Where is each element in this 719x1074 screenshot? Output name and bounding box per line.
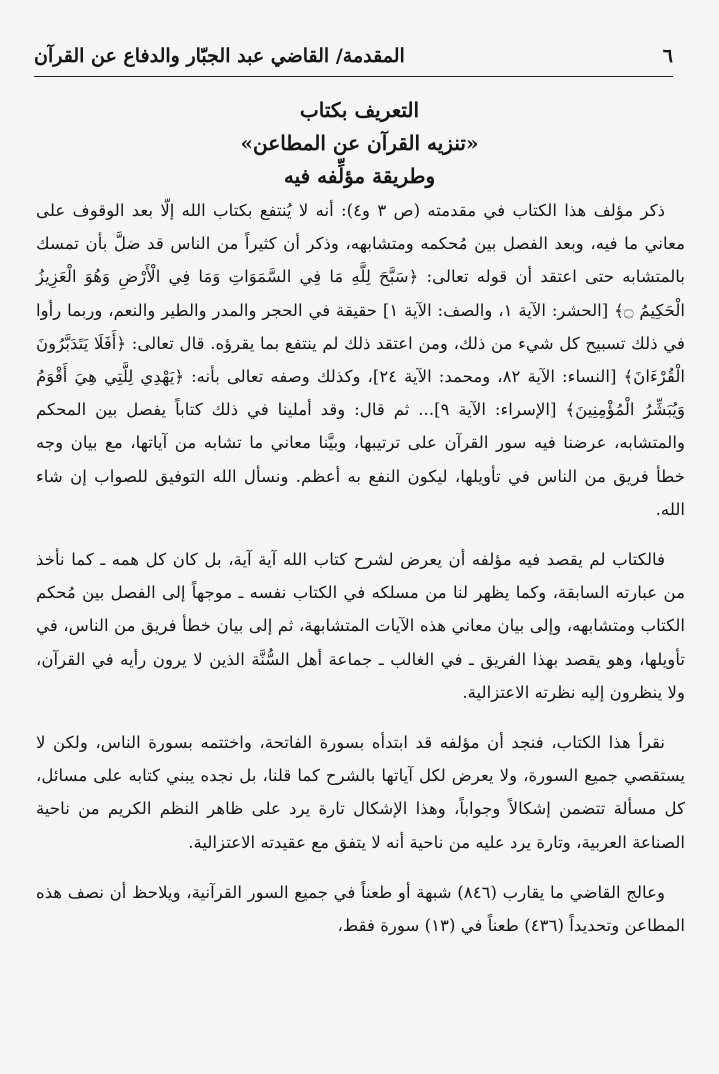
page-number: ٦ [662,45,673,67]
paragraph: فالكتاب لم يقصد فيه مؤلفه أن يعرض لشرح كتاب الله آية آية، بل كان كل همه ـ كما نأخذ من عبارته السابقة، وكما يظهر لنا من مسلكه في الكتاب نفسه ـ موجهاً إلى الفصل بين مُحكم الكتاب ومتشابهه، وإلى بيان معاني هذه الآيات المتشابهة، ثم إلى بيان خطأ فريق من الناس، في تأويلها، وهو يقصد بهذا الفريق ـ في الغالب ـ جماعة أهل السُّنَّة الذين لا يرون رأيه في القرآن، ولا ينظرون إليه نظرته الاعتزالية. [36,550,685,702]
section-title-block [40,94,679,193]
running-header [34,36,673,77]
section-title-line: وطريقة مؤلِّفه فيه [283,164,436,188]
running-title: المقدمة/ القاضي عبد الجبّار والدفاع عن القرآن [34,45,405,67]
paragraph: نقرأ هذا الكتاب، فنجد أن مؤلفه قد ابتدأه بسورة الفاتحة، واختتمه بسورة الناس، ولكن لا يستقصي جميع السورة، ولا يعرض لكل آياتها بالشرح كما قلنا، بل نجده يبني كتابه على مسائل، كل مسألة تتضمن إشكالاً وجواباً، وهذا الإشكال تارة يرد على ظاهر النظم الكريم من ناحية الصناعة العربية، وتارة يرد عليه من ناحية أنه لا يتفق مع عقيدته الاعتزالية. [36,733,685,852]
section-title-line: التعريف بكتاب [299,98,420,122]
section-title-line: «تنزيه القرآن عن المطاعن» [240,131,479,155]
paragraph: ذكر مؤلف هذا الكتاب في مقدمته (ص ٣ و٤): أنه لا يُنتفع بكتاب الله إلّا بعد الوقوف على معاني ما فيه، وبعد الفصل بين مُحكمه ومتشابهه، وذكر أن كثيراً من الناس قد ضلَّ بأن تمسك بالمتشابه حتى اعتقد أن قوله تعالى: ﴿سَبَّحَ لِلَّهِ مَا فِي السَّمَوَاتِ وَمَا فِي الْأَرْضِ وَهُوَ الْعَزِيزُ الْحَكِيمُ ۝﴾ [الحشر: الآية ١، والصف: الآية ١] حقيقة في الحجر والمدر والطير والنعم، وربما رأوا في ذلك تسبيح كل شيء من ذلك، ومن اعتقد ذلك لم ينتفع بما يقرؤه. قال تعالى: ﴿أَفَلَا يَتَدَبَّرُونَ الْقُرْءَانَ﴾ [النساء: الآية ٨٢، ومحمد: الآية ٢٤]، وكذلك وصفه تعالى بأنه: ﴿يَهْدِي لِلَّتِي هِيَ أَقْوَمُ وَيُبَشِّرُ الْمُؤْمِنِينَ﴾ [الإسراء: الآية ٩]... ثم قال: وقد أملينا في ذلك كتاباً يفصل بين المحكم والمتشابه، عرضنا فيه سور القرآن على ترتيبها، وبيَّنا معاني ما تشابه من آياتها، مع بيان وجه خطأ فريق من الناس في تأويلها، ليكون النفع به أعظم. ونسأل الله التوفيق للصواب إن شاء الله. [36,201,685,519]
body-text [36,194,685,942]
paragraph: وعالج القاضي ما يقارب (٨٤٦) شبهة أو طعناً في جميع السور القرآنية، ويلاحظ أن نصف هذه المطاعن وتحديداً (٤٣٦) طعناً في (١٣) سورة فقط، [36,882,685,936]
